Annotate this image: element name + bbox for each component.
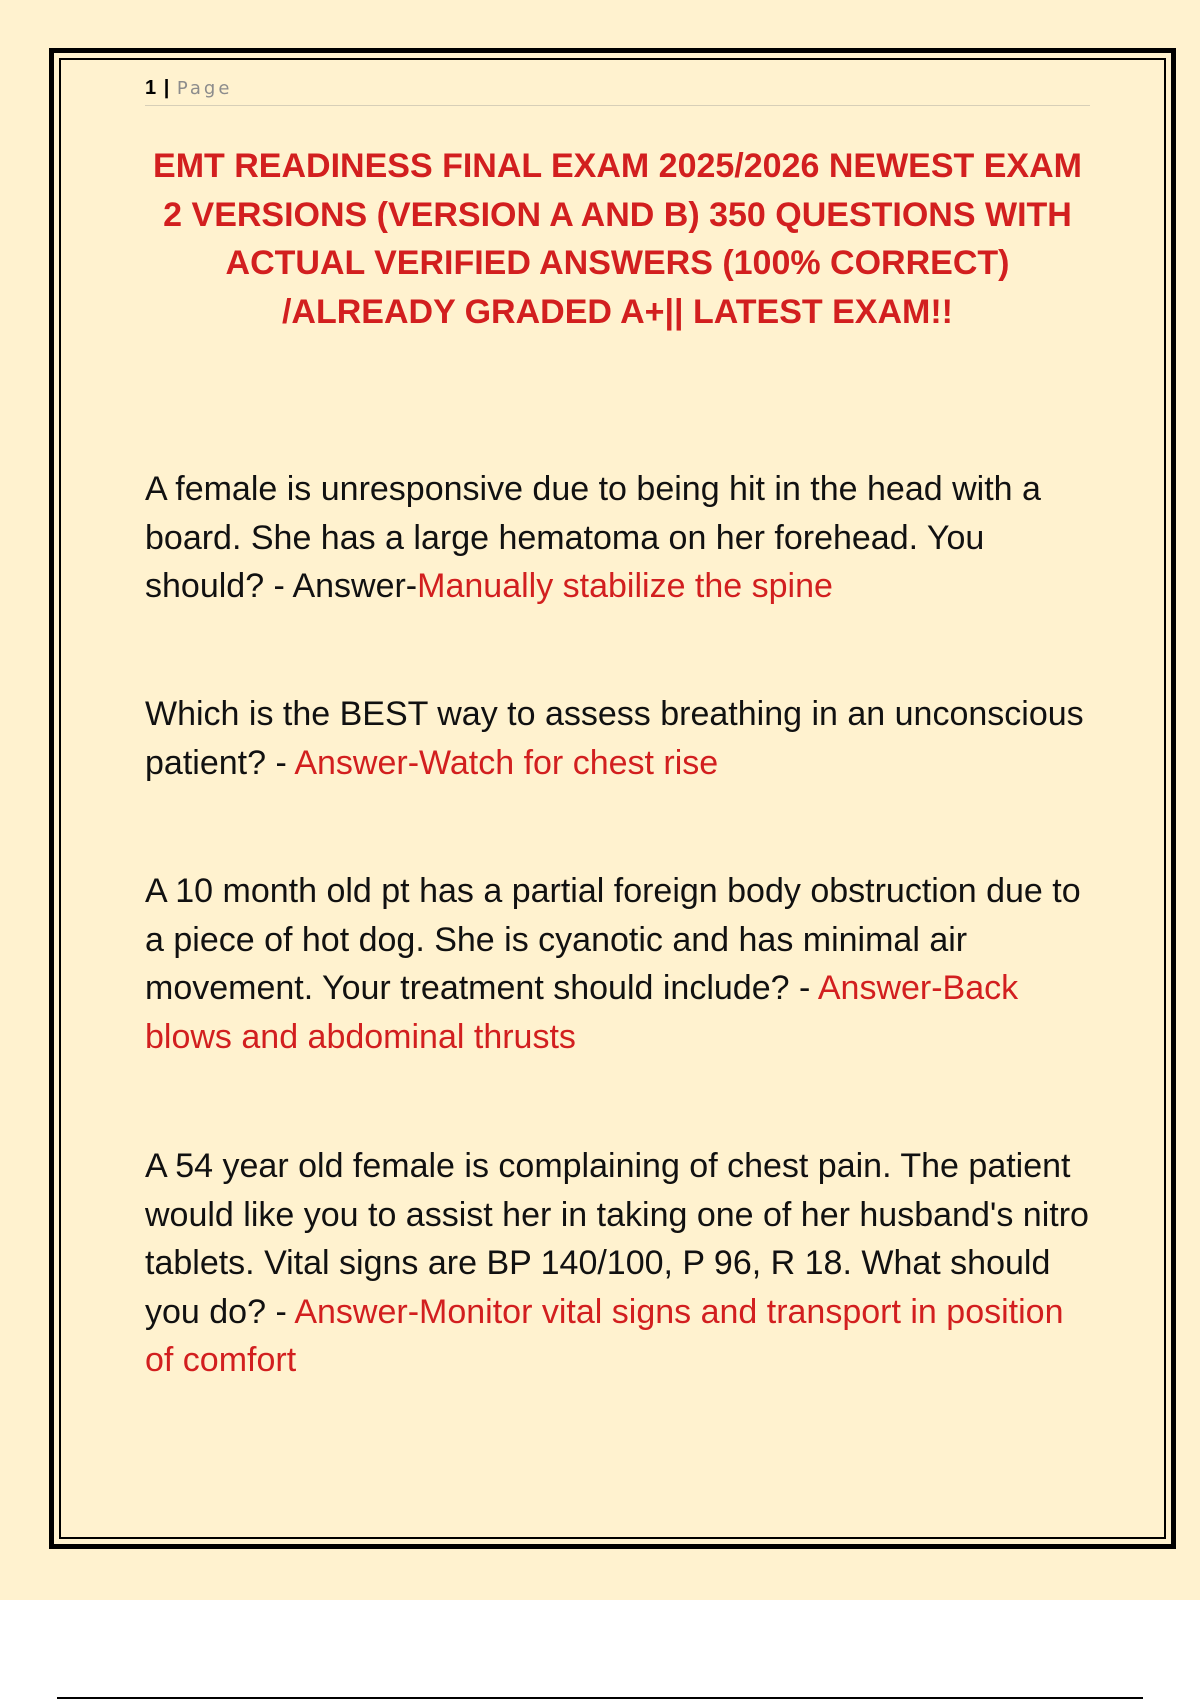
question-item bbox=[145, 465, 1095, 611]
footer-divider bbox=[57, 1697, 1143, 1699]
page-number: 1 bbox=[145, 77, 157, 99]
answer-text: Manually stabilize the spine bbox=[417, 567, 833, 605]
document-title: EMT READINESS FINAL EXAM 2025/2026 NEWEST EXAM 2 VERSIONS (VERSION A AND B) 350 QUESTIONS WITH ACTUAL VERIFIED ANSWERS (100% CORRECT) /ALREADY GRADED A+|| LATEST EXAM!! bbox=[153, 147, 1082, 331]
answer-text: Answer-Watch for chest rise bbox=[294, 743, 719, 782]
page-label: Page bbox=[176, 78, 233, 99]
question-text: Which is the BEST way to assess breathing in an unconscious patient? - bbox=[145, 695, 1084, 782]
page-header-separator: | bbox=[163, 77, 170, 99]
question-text: A 54 year old female is complaining of chest pain. The patient would like you to assist her in taking one of her husband's nitro tablets. Vital signs are BP 140/100, P 96, R 18. What should you do? - bbox=[145, 1147, 1089, 1331]
question-text: A female is unresponsive due to being hit in the head with a board. She has a large hematoma on her forehead. You should? - Answer- bbox=[145, 470, 1041, 605]
answer-text: Answer-Monitor vital signs and transport in position of comfort bbox=[145, 1292, 1064, 1379]
page-header bbox=[145, 74, 1090, 106]
question-item bbox=[145, 690, 1095, 787]
question-text: A 10 month old pt has a partial foreign body obstruction due to a piece of hot dog. She is cyanotic and has minimal air movement. Your treatment should include? - bbox=[145, 872, 1081, 1007]
question-item bbox=[145, 867, 1095, 1061]
question-item bbox=[145, 1142, 1095, 1385]
answer-text: Answer-Back blows and abdominal thrusts bbox=[145, 969, 1019, 1056]
